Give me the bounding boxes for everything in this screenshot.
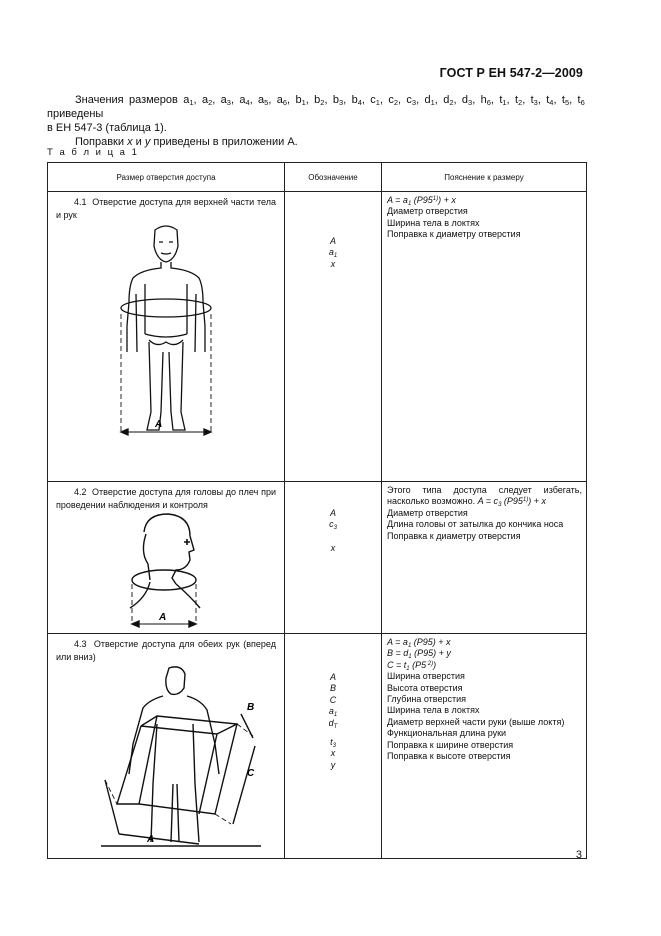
explanation-list: $A = a_1$ (P95) + x $B = d_1$ (P95) + y $C = t_1$ (P5 $^{2)}$) Ширина отверстия Высота отверстия Глубина отверстия Ширина тела в локтях Диаметр верхней части руки (выше локтя) Функциональная длина руки Поправка к ширине отверстия Поправка к высоте отверстия xyxy=(387,637,565,762)
row-explanation-cell xyxy=(382,482,587,634)
dimension-symbol: $b_2$ xyxy=(314,94,325,107)
dimension-symbol: $a_2$ xyxy=(201,94,213,107)
intro-text xyxy=(47,93,585,149)
dimension-symbol: $t_4$ xyxy=(546,94,554,107)
col-header-size: Размер отверстия доступа xyxy=(48,163,285,192)
dimension-symbol: $a_6$ xyxy=(276,94,288,107)
dimension-symbol: $c_1$ xyxy=(370,94,380,107)
dimension-symbol: $a_4$ xyxy=(239,94,250,107)
row-explanation-cell xyxy=(382,634,587,859)
table-caption: Т а б л и ц а 1 xyxy=(47,147,139,158)
figure-label-a: A xyxy=(147,834,155,845)
dimension-list: $a_1$, $a_2$, $a_3$, $a_4$, $a_5$, $a_6$, $b_1$, $b_2$, $b_3$, $b_4$, $c_1$, $c_2$, $c_3$, $d_1$, $d_2$, $d_3$, $h_6$, $t_1$, $t_2$, $t_3$, $t_4$, $t_5$, $t_6$ xyxy=(183,94,585,107)
dimension-symbol: $a_5$ xyxy=(258,94,269,107)
row-symbol-cell xyxy=(285,192,382,482)
dims-paragraph-line2: в ЕН 547-3 (таблица 1). xyxy=(47,122,167,134)
row-size-cell xyxy=(48,482,285,634)
row-title: 4.2 Отверстие доступа для головы до плеч при проведении наблюдения и контроля xyxy=(56,487,276,510)
row-explanation-cell xyxy=(382,192,587,482)
row-symbol-cell xyxy=(285,634,382,859)
dimension-symbol: $b_1$ xyxy=(295,94,306,107)
corrections-paragraph: Поправки x и y приведены в приложении А. xyxy=(75,136,298,148)
figure-label-a: A xyxy=(155,419,163,430)
row-title: 4.3 Отверстие доступа для обеих рук (вперед или вниз) xyxy=(56,639,276,662)
row-title: 4.1 Отверстие доступа для верхней части тела и рук xyxy=(56,197,276,220)
row-symbol-cell xyxy=(285,482,382,634)
dimension-symbol: $a_3$ xyxy=(220,94,231,107)
dimension-symbol: $d_2$ xyxy=(443,94,454,107)
explanation-list: Этого типа доступа следует избегать, насколько возможно. $A = c_3$ $(P95^{1)}) + x$ Диаметр отверстия Длина головы от затылка до кончика носа Поправка к диаметру отверстия xyxy=(387,485,582,541)
dimension-symbol: $t_3$ xyxy=(530,94,538,107)
dimension-symbol: $t_2$ xyxy=(514,94,523,107)
figure-label-a: A xyxy=(159,612,167,623)
symbol-list: A B C $a_1$ $d_T$ $t_3$ x y xyxy=(328,672,338,770)
table-row xyxy=(48,482,587,634)
dimension-symbol: $c_2$ xyxy=(388,94,399,107)
dimension-symbol: $t_5$ xyxy=(561,94,570,107)
dimension-symbol: $c_3$ xyxy=(406,94,417,107)
dimension-symbol: $t_6$ xyxy=(577,94,585,107)
dimension-symbol: $b_4$ xyxy=(351,94,362,107)
col-header-symbol: Обозначение xyxy=(285,163,382,192)
standing-figure-icon xyxy=(91,222,241,447)
row-size-cell xyxy=(48,192,285,482)
dimension-symbol: $d_3$ xyxy=(461,94,473,107)
explanation-list: $A = a_1$ $(P95^{1)}) + x$ Диаметр отверстия Ширина тела в локтях Поправка к диаметру отверстия xyxy=(387,195,521,240)
figure-label-c: C xyxy=(247,768,255,779)
dims-paragraph: Значения размеров $a_1$, $a_2$, $a_3$, $a_4$, $a_5$, $a_6$, $b_1$, $b_2$, $b_3$, $b_4$, $c_1$, $c_2$, $c_3$, $d_1$, $d_2$, $d_3$, $h_6$, $t_1$, $t_2$, $t_3$, $t_4$, $t_5$, $t_6$ приведены xyxy=(47,94,585,120)
figure-label-b: B xyxy=(247,702,255,713)
symbol-list: A $c_3$ x xyxy=(329,508,337,553)
document-code: ГОСТ Р ЕН 547-2—2009 xyxy=(439,66,583,80)
page-number: 3 xyxy=(575,849,582,861)
dimension-symbol: $b_3$ xyxy=(332,94,344,107)
dimension-symbol: $a_1$ xyxy=(183,94,194,107)
table-row xyxy=(48,192,587,482)
dimension-symbol: $d_1$ xyxy=(424,94,435,107)
dimension-symbol: $h_6$ xyxy=(480,94,491,107)
row-size-cell xyxy=(48,634,285,859)
col-header-explanation: Пояснение к размеру xyxy=(382,163,587,192)
symbol-list: A $a_1$ x xyxy=(328,236,338,269)
head-profile-icon xyxy=(106,512,226,630)
dimension-symbol: $t_1$ xyxy=(499,94,507,107)
two-hands-figure-icon xyxy=(71,664,261,854)
table-header-row xyxy=(48,163,587,192)
table-row xyxy=(48,634,587,859)
dimension-table xyxy=(47,162,587,859)
